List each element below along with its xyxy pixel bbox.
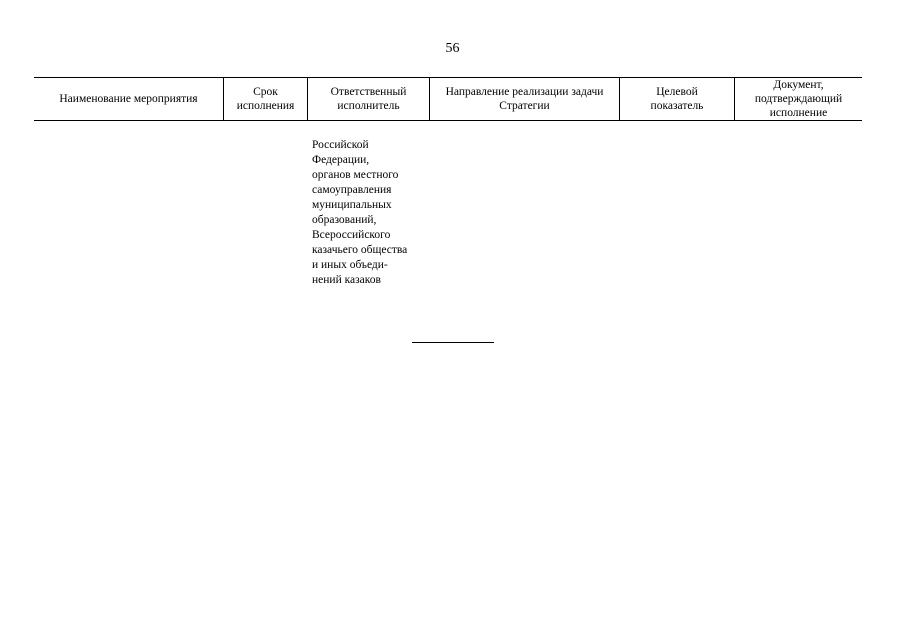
header-cell-responsible (307, 78, 429, 120)
header-cell-strategy-direction (429, 78, 619, 120)
header-label: Целевой показатель (650, 86, 704, 112)
end-divider (412, 342, 494, 343)
header-cell-deadline (223, 78, 307, 120)
header-label: Наименование мероприятия (59, 93, 198, 105)
header-label: Документ, подтверждающий исполнение (754, 79, 843, 119)
page-number: 56 (445, 41, 460, 56)
header-label: Срок исполнения (236, 86, 295, 112)
header-label: Ответственный исполнитель (330, 86, 407, 112)
header-cell-target-indicator (619, 78, 734, 120)
header-cell-confirming-document (734, 78, 862, 120)
table-header (34, 77, 862, 121)
table-cell-responsible: Российской Федерации, органов местного самоуправления муниципальных образований, Всероссийского казачьего общества и иных объеди- нений казаков (312, 139, 408, 286)
header-label: Направление реализации задачи Стратегии (445, 86, 604, 112)
header-cell-event-name (34, 78, 223, 120)
